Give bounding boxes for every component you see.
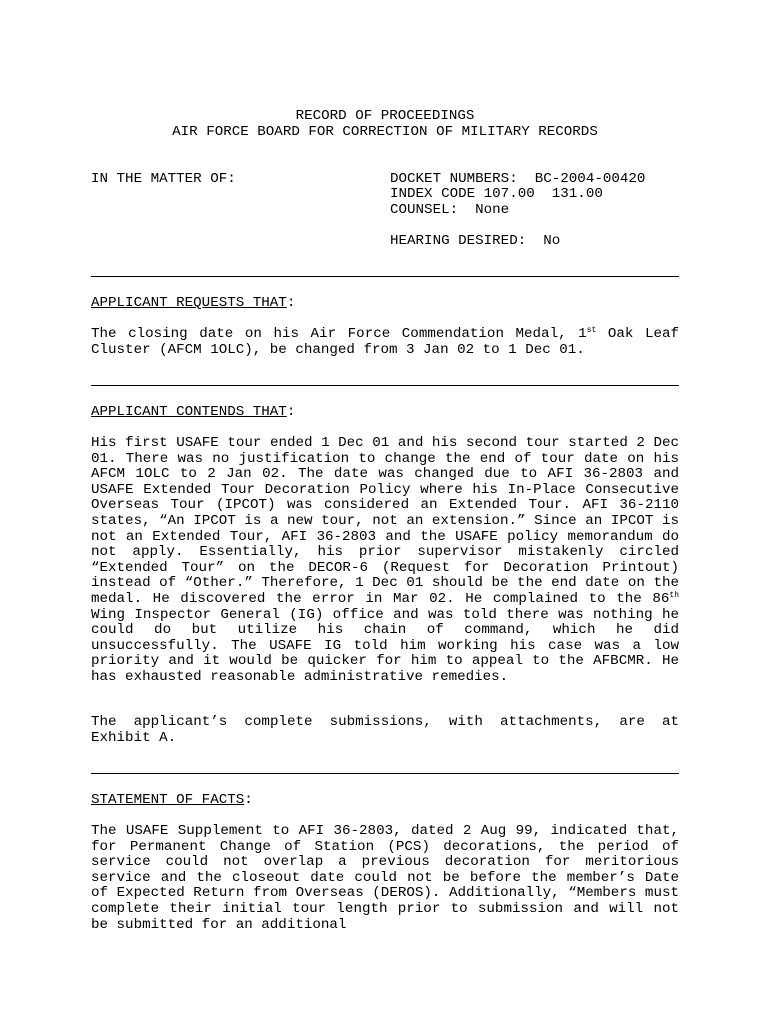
section-divider <box>91 385 679 386</box>
contends-paragraph-2: The applicant’s complete submissions, with attachments, are at Exhibit A. <box>91 714 679 746</box>
contends-heading: APPLICANT CONTENDS THAT: <box>91 404 296 420</box>
requests-superscript: st <box>586 326 597 335</box>
section-divider <box>91 276 679 277</box>
contends-superscript: th <box>669 590 679 600</box>
counsel: COUNSEL: None <box>390 202 510 218</box>
in-the-matter-label: IN THE MATTER OF: <box>91 171 236 187</box>
requests-heading: APPLICANT REQUESTS THAT: <box>91 295 296 311</box>
docket-numbers: DOCKET NUMBERS: BC-2004-00420 <box>390 171 646 187</box>
document-subtitle: AIR FORCE BOARD FOR CORRECTION OF MILITARY RECORDS <box>172 124 598 140</box>
requests-heading-text: APPLICANT REQUESTS THAT <box>91 295 287 311</box>
contends-paragraph-1 <box>91 436 679 686</box>
index-code: INDEX CODE 107.00 131.00 <box>390 186 603 202</box>
contends-text-a: His first USAFE tour ended 1 Dec 01 and his second tour started 2 Dec 01. There was no justification to change the end of tour date on his AFCM 1OLC to 2 Jan 02. The date was changed due to AFI 36-2803 and USAFE Extended Tour Decoration Policy where his In-Place Consecutive Overseas Tour (IPCOT) was considered an Extended Tour. AFI 36-2110 states, “An IPCOT is a new tour, not an extension.” Since an IPCOT is not an Extended Tour, AFI 36-2803 and the USAFE policy memorandum do not apply. Essentially, his prior supervisor mistakenly circled “Extended Tour” on the DECOR-6 (Request for Decoration Printout) instead of “Other.” Therefore, 1 Dec 01 should be the end date on the medal. He discovered the error in Mar 02. He complained to the 86 <box>91 435 679 607</box>
contends-heading-text: APPLICANT CONTENDS THAT <box>91 404 287 420</box>
document-title: RECORD OF PROCEEDINGS <box>295 108 475 124</box>
facts-paragraph-1: The USAFE Supplement to AFI 36-2803, dated 2 Aug 99, indicated that, for Permanent Change of Station (PCS) decorations, the period of service could not overlap a previous decoration for meritorious service and the closeout date could not be before the member’s Date of Expected Return from Overseas (DEROS). Additionally, “Members must complete their initial tour length prior to submission and will not be submitted for an additional <box>91 823 679 933</box>
requests-text-b: Oak Leaf Cluster (AFCM 1OLC), be changed from 3 Jan 02 to 1 Dec 01. <box>91 326 680 358</box>
requests-text-a: The closing date on his Air Force Commendation Medal, 1 <box>91 326 587 342</box>
hearing-desired: HEARING DESIRED: No <box>390 233 561 249</box>
facts-heading: STATEMENT OF FACTS: <box>91 792 253 808</box>
facts-heading-text: STATEMENT OF FACTS <box>91 792 245 808</box>
contends-text-b: Wing Inspector General (IG) office and was told there was nothing he could do but utilize his chain of command, which he did unsuccessfully. The USAFE IG told him working his case was a low priority and it would be quicker for him to appeal to the AFBCMR. He has exhausted reasonable administrative remedies. <box>91 606 679 685</box>
section-divider <box>91 773 679 774</box>
requests-paragraph <box>91 327 679 358</box>
